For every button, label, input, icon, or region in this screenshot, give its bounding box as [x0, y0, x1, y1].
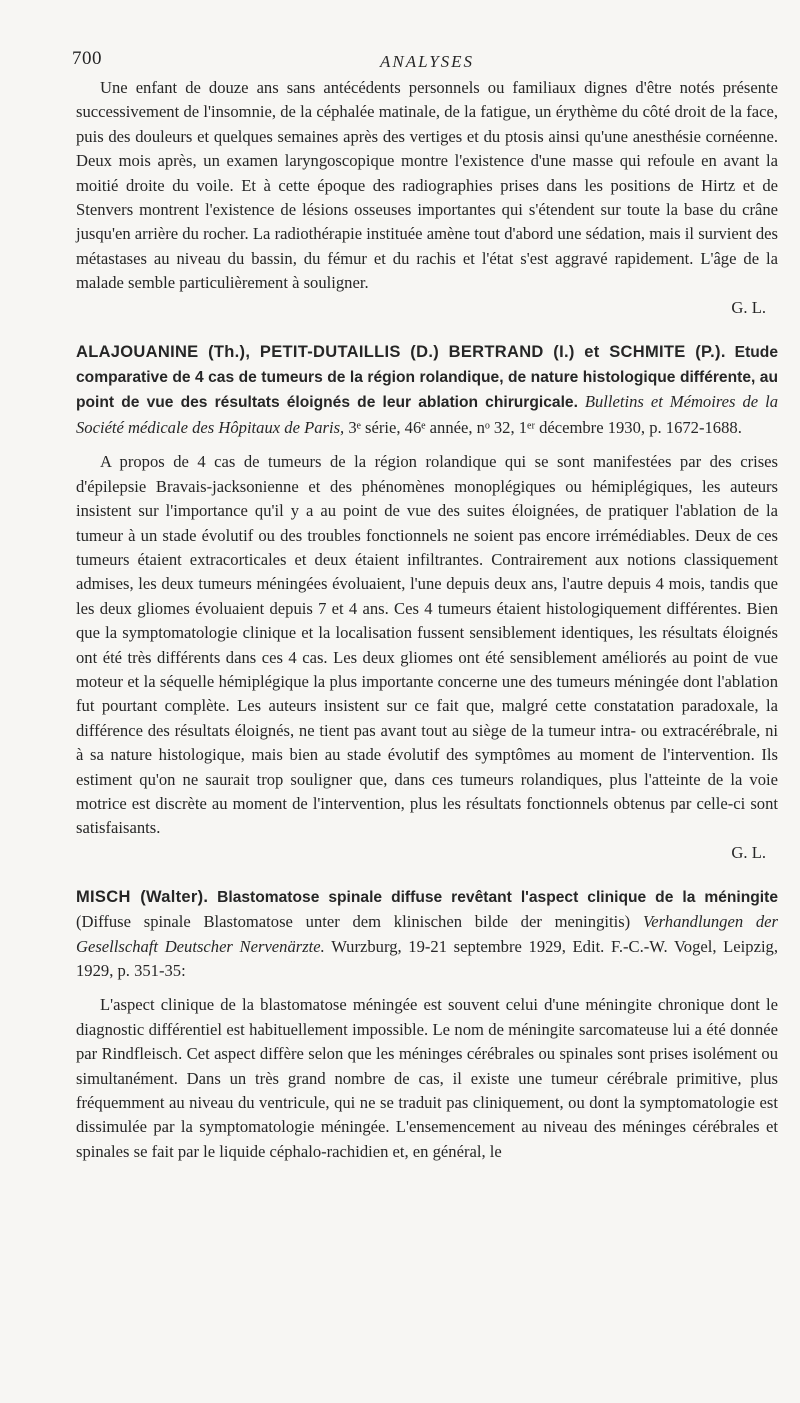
bibliographic-entry-3	[76, 885, 778, 984]
entry-translation: (Diffuse spinale Blastomatose unter dem klinischen bilde der meningitis)	[76, 912, 631, 932]
entry-authors: ALAJOUANINE (Th.), PETIT-DUTAILLIS (D.) BERTRAND (I.) et SCHMITE (P.).	[76, 342, 726, 361]
entry-title: Blastomatose spinale diffuse revêtant l'aspect clinique de la méningite	[217, 888, 778, 906]
entry-authors: MISCH (Walter).	[76, 887, 209, 906]
review-paragraph-3: L'aspect clinique de la blastomatose méningée est souvent celui d'une méningite chronique dont le diagnostic différentiel est habituellement impossible. Le nom de méningite sarcomateuse lui a été donnée par Rindfleisch. Cet aspect diffère selon que les méninges cérébrales ou spinales sont prises isolément ou simultanément. Dans un très grand nombre de cas, il existe une tumeur cérébrale primitive, plus fréquemment au niveau du ventricule, qui ne se traduit pas cliniquement, ou dont la symptomatologie est dissimulée par la symptomatologie méningée. L'ensemencement au niveau des méninges cérébrales et spinales se fait par le liquide céphalo-rachidien et, en général, le	[76, 995, 778, 1161]
entry-journal: Bulletins et Mémoires de la Société médicale des Hôpitaux de Paris,	[76, 392, 778, 437]
reviewer-signature-2: G. L.	[731, 842, 766, 862]
bibliographic-entry-2	[76, 340, 778, 441]
entry-citation: Wurzburg, 19-21 septembre 1929, Edit. F.-C.-W. Vogel, Leipzig, 1929, p. 351-35:	[76, 936, 778, 980]
running-head: ANALYSES	[379, 52, 475, 71]
entry-journal: Verhandlungen der Gesellschaft Deutscher Nervenärzte.	[76, 912, 779, 956]
review-paragraph-2: A propos de 4 cas de tumeurs de la région rolandique qui se sont manifestées par des crises d'épilepsie Bravais-jacksonienne et des phénomènes monoplégiques ou hémiplégiques, les auteurs insistent sur l'importance qu'il y a au point de vue des suites éloignées, de pratiquer l'ablation de la tumeur à un stade évolutif ou des troubles fonctionnels ne soient pas encore irrémédiables. Deux de ces tumeurs étaient extracorticales et deux étaient infiltrantes. Contrairement aux notions classiquement admises, les deux tumeurs méningées évoluaient, l'une depuis deux ans, l'autre depuis 4 mois, tandis que les deux gliomes évoluaient depuis 7 et 4 ans. Ces 4 tumeurs étaient histologiquement différentes. Bien que la symptomatologie clinique et la localisation fussent sensiblement identiques, les résultats éloignés ont été très différents dans ces 4 cas. Les deux gliomes ont été sensiblement améliorés au point de vue moteur et la séquelle hémiplégique la plus importante concerne une des tumeurs méningée dont l'ablation fut pourtant complète. Les auteurs insistent sur ce fait que, malgré cette constatation paradoxale, la différence des résultats éloignés, ne tient pas avant tout au siège de la tumeur intra- ou extracérébrale, ni à sa nature histologique, mais bien au stade évolutif des symptômes au moment de l'intervention. Ils estiment qu'on ne saurait trop souligner que, dans ces tumeurs rolandiques, plus l'atteinte de la voie motrice est discrète au moment de l'intervention, plus les résultats fonctionnels obtenus par celle-ci sont satisfaisants.	[76, 452, 778, 838]
entry-citation: 3ᵉ série, 46ᵉ année, nᵒ 32, 1ᵉʳ décembre 1930, p. 1672-1688.	[348, 417, 742, 437]
entry-title: Etude comparative de 4 cas de tumeurs de la région rolandique, de nature histologique différente, au point de vue des résultats éloignés de leur ablation chirurgicale.	[76, 343, 778, 412]
page-number: 700	[72, 48, 102, 69]
page	[72, 46, 779, 1164]
page-header	[72, 46, 778, 76]
review-paragraph-1: Une enfant de douze ans sans antécédents personnels ou familiaux dignes d'être notés présente successivement de l'insomnie, de la céphalée matinale, de la fatigue, un érythème du côté droit de la face, puis des douleurs et quelques semaines après des vertiges et du ptosis ainsi qu'une anesthésie cornéenne. Deux mois après, un examen laryngoscopique montre l'existence d'une masse qui refoule en avant la moitié droite du voile. Et à cette époque des radiographies prises dans les positions de Hirtz et de Stenvers montrent l'existence de lésions osseuses importantes qui s'étendent sur toute la base du crâne jusqu'en arrière du rocher. La radiothérapie instituée amène tout d'abord une sédation, mais il survient des métastases au niveau du bassin, du fémur et du rachis et l'état s'est aggravé rapidement. L'âge de la malade semble particulièrement à souligner.	[76, 78, 778, 293]
reviewer-signature-1: G. L.	[731, 297, 766, 317]
